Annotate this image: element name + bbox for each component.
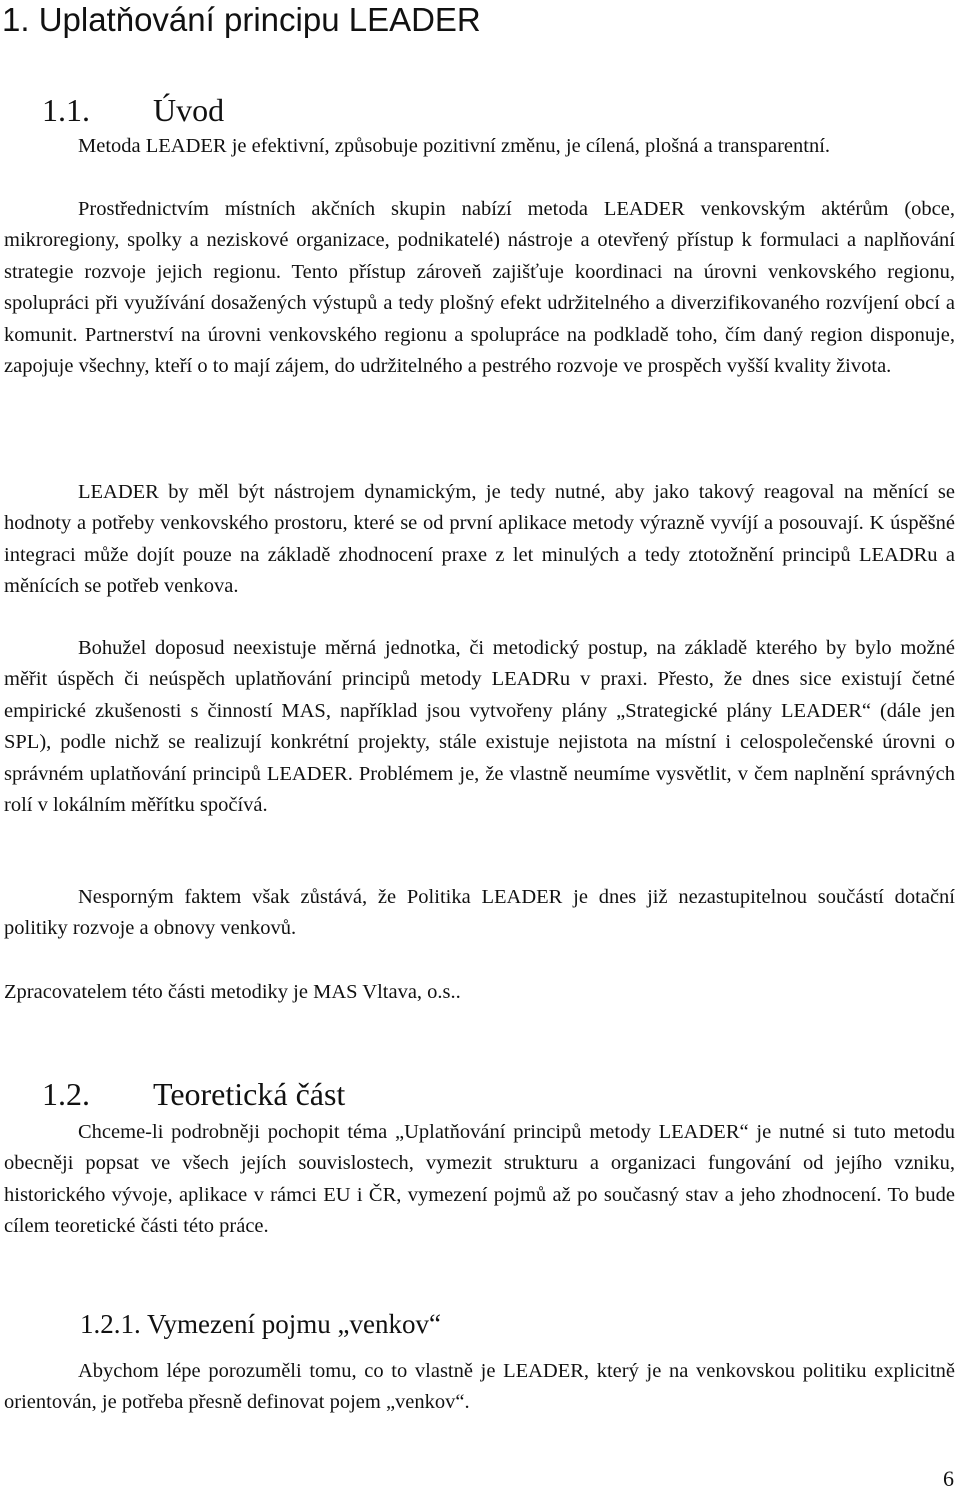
section-title: Úvod bbox=[153, 92, 225, 128]
subsection-number: 1.2.1. bbox=[80, 1309, 141, 1339]
section-title: Teoretická část bbox=[153, 1076, 346, 1112]
paragraph-intro-6: Zpracovatelem této části metodiky je MAS Vltava, o.s.. bbox=[4, 981, 461, 1003]
paragraph-intro-1: Metoda LEADER je efektivní, způsobuje pozitivní změnu, je cílená, plošná a transparentní. bbox=[78, 135, 831, 157]
section-number: 1.2. bbox=[42, 1076, 90, 1112]
page-number: 6 bbox=[943, 1466, 954, 1491]
subsection-heading-1-2-1 bbox=[80, 1307, 441, 1341]
paragraph-intro-5: Nesporným faktem však zůstává, že Politika LEADER je dnes již nezastupitelnou součástí dotační politiky rozvoje a obnovy venkovů. bbox=[4, 886, 955, 940]
paragraph-intro-4: Bohužel doposud neexistuje měrná jednotka, či metodický postup, na základě kterého by bylo možné měřit úspěch či neúspěch uplatňování principů metody LEADRu v praxi. Přesto, že dnes sice existují četné empirické zkušenosti s činností MAS, například jsou vytvořeny plány „Strategické plány LEADER“ (dále jen SPL), podle nichž se realizují konkrétní projekty, stále existuje nejistota na místní i celospolečenské úrovni o správném uplatňování principů LEADER. Problémem je, že vlastně neumíme vysvětlit, v čem naplnění správných rolí v lokálním měřítku spočívá. bbox=[4, 637, 955, 817]
paragraph-theory-1: Chceme-li podrobněji pochopit téma „Uplatňování principů metody LEADER“ je nutné si tuto metodu obecněji popsat ve všech jejích souvislostech, vymezit strukturu a organizaci fungování od jejího vzniku, historického vývoje, aplikace v rámci EU i ČR, vymezení pojmů až po současný stav a jeho zhodnocení. To bude cílem teoretické části této práce. bbox=[4, 1121, 955, 1238]
paragraph-intro-3: LEADER by měl být nástrojem dynamickým, je tedy nutné, aby jako takový reagoval na měnící se hodnoty a potřeby venkovského prostoru, které se od první aplikace metody výrazně vyvíjí a posouvají. K úspěšné integraci může dojít pouze na základě zhodnocení praxe z let minulých a tedy ztotožnění principů LEADRu a měnících se potřeb venkova. bbox=[4, 481, 955, 598]
subsection-title: Vymezení pojmu „venkov“ bbox=[147, 1309, 441, 1339]
section-heading-1-1 bbox=[42, 90, 224, 130]
section-heading-1-2 bbox=[42, 1074, 345, 1114]
section-number: 1.1. bbox=[42, 92, 90, 128]
paragraph-venkov-1: Abychom lépe porozuměli tomu, co to vlastně je LEADER, který je na venkovskou politiku explicitně orientován, je potřeba přesně definovat pojem „venkov“. bbox=[4, 1360, 955, 1414]
paragraph-intro-2: Prostřednictvím místních akčních skupin nabízí metoda LEADER venkovským aktérům (obce, mikroregiony, spolky a neziskové organizace, podnikatelé) nástroje a otevřený přístup k formulaci a naplňování strategie rozvoje jejich regionu. Tento přístup zároveň zajišťuje koordinaci na úrovni venkovského regionu, spolupráci při využívání dosažených výstupů a tedy plošný efekt udržitelného a diverzifikovaného rozvíjení obcí a komunit. Partnerství na úrovni venkovského regionu a spolupráce na podkladě toho, čím daný region disponuje, zapojuje všechny, kteří o to mají zájem, do udržitelného a pestrého rozvoje ve prospěch vyšší kvality života. bbox=[4, 198, 955, 378]
chapter-heading: 1. Uplatňování principu LEADER bbox=[2, 1, 481, 38]
